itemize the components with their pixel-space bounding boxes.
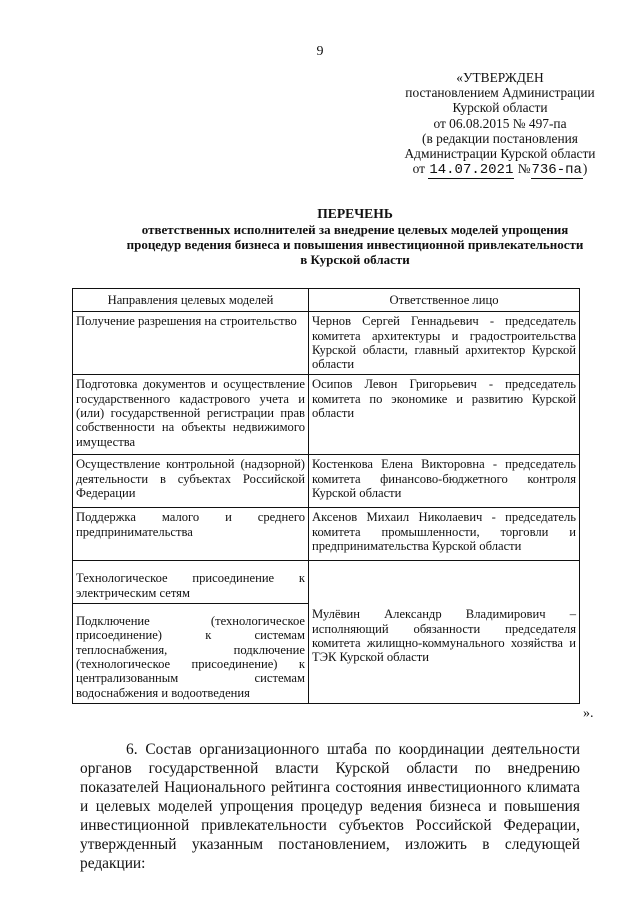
page-number: 9 (316, 44, 324, 59)
date-prefix: от (412, 161, 425, 177)
approval-line: «УТВЕРЖДЕН (456, 70, 544, 85)
header-directions: Направления целевых моделей (73, 289, 309, 312)
direction-cell: Получение разрешения на строительство (73, 312, 309, 375)
person-cell: Осипов Левон Григорьевич - председатель комитета по экономике и развитию Курской области (309, 375, 580, 455)
responsibility-table (72, 288, 580, 704)
direction-cell: Поддержка малого и среднего предпринимательства (73, 508, 309, 561)
subtitle-line: ответственных исполнителей за внедрение целевых моделей упрощения (141, 222, 569, 237)
header-responsible: Ответственное лицо (309, 289, 580, 312)
table-row (73, 375, 580, 455)
table-row (73, 561, 580, 604)
table-header-row (73, 289, 580, 312)
close-paren: ) (582, 161, 588, 177)
document-subtitle (90, 222, 620, 267)
subtitle-line: в Курской области (300, 252, 410, 267)
paragraph-6: 6. Состав организационного штаба по координации деятельности органов государственной власти Курской области по внедрению показателей Национального рейтинга состояния инвестиционного климата и целевых моделей упрощения процедур ведения бизнеса и повышения инвестиционной привлекательности субъектов Российской Федерации, утвержденный указанным постановлением, изложить в следующей редакции: (80, 741, 580, 872)
subtitle-line: процедур ведения бизнеса и повышения инвестиционной привлекательности (126, 237, 584, 252)
direction-cell: Подготовка документов и осуществление государственного кадастрового учета и (или) государственной регистрации прав собственности на объекты недвижимого имущества (73, 375, 309, 455)
person-cell: Чернов Сергей Геннадьевич - председатель комитета архитектуры и градостроительства Курской области, главный архитектор Курской области (309, 312, 580, 375)
table-row (73, 455, 580, 508)
document-title: ПЕРЕЧЕНЬ (317, 206, 393, 221)
direction-cell: Подключение (технологическое присоединение) к системам теплоснабжения, подключение (технологическое присоединение) к централизованным системам водоснабжения и водоотведения (73, 604, 309, 704)
amendment-date: 14.07.2021 (429, 162, 514, 179)
direction-cell: Технологическое присоединение к электрическим сетям (73, 561, 309, 604)
approval-line: Курской области (452, 100, 548, 116)
table-row (73, 508, 580, 561)
person-cell: Аксенов Михаил Николаевич - председатель комитета промышленности, торговли и предпринимательства Курской области (309, 508, 580, 561)
table-row (73, 312, 580, 375)
approval-block (380, 70, 620, 178)
amendment-date-line (380, 161, 620, 178)
approval-line: постановлением Администрации (405, 85, 595, 101)
approval-line: от 06.08.2015 № 497-па (433, 115, 567, 131)
closing-quote: ». (583, 706, 594, 721)
amendment-number: 736-па (531, 162, 582, 179)
approval-line: Администрации Курской области (404, 146, 596, 162)
direction-cell: Осуществление контрольной (надзорной) деятельности в субъектах Российской Федерации (73, 455, 309, 508)
person-cell-merged: Мулёвин Александр Владимирович – исполняющий обязанности председателя комитета жилищно-коммунального хозяйства и ТЭК Курской области (309, 561, 580, 703)
approval-line: (в редакции постановления (422, 130, 578, 146)
person-cell: Костенкова Елена Викторовна - председатель комитета финансово-бюджетного контроля Курской области (309, 455, 580, 508)
number-prefix: № (517, 161, 531, 177)
